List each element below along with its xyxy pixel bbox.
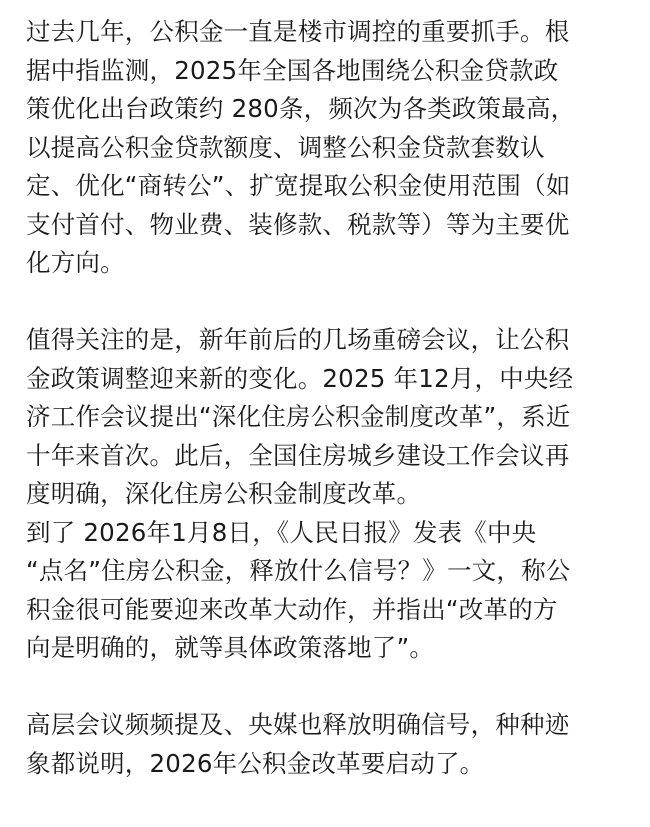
text-line: 高层会议频频提及、央媒也释放明确信号，种种迹 xyxy=(26,710,570,739)
text-line: 定、优化“商转公”、扩宽提取公积金使用范围（如 xyxy=(26,171,571,200)
text-line: 支付首付、物业费、装修款、税款等）等为主要优 xyxy=(26,209,570,239)
text-line: 过去几年，公积金一直是楼市调控的重要抓手。根 xyxy=(26,17,570,46)
paragraph-gap xyxy=(26,668,626,707)
paragraph-conclusion xyxy=(26,706,626,783)
text-line: 济工作会议提出“深化住房公积金制度改革”，系近 xyxy=(26,402,571,431)
text-line: 十年来首次。此后，全国住房城乡建设工作会议再 xyxy=(26,440,570,470)
text-line: 值得关注的是，新年前后的几场重磅会议，让公积 xyxy=(26,325,570,354)
text-line: 金政策调整迎来新的变化。2025 年12月，中央经 xyxy=(26,363,574,393)
paragraph-gap xyxy=(26,283,626,322)
text-line: 到了 2026年1月8日，《人民日报》发表《中央 xyxy=(26,517,537,547)
paragraph-housing-fund-policy xyxy=(26,13,626,283)
text-line: 度明确，深化住房公积金制度改革。 xyxy=(26,479,422,508)
text-line: 积金很可能要迎来改革大动作，并指出“改革的方 xyxy=(26,594,558,624)
text-line: 象都说明，2026年公积金改革要启动了。 xyxy=(26,748,485,778)
text-line: 据中指监测，2025年全国各地围绕公积金贷款政 xyxy=(26,55,559,85)
text-line: “点名”住房公积金，释放什么信号？》一文，称公 xyxy=(26,556,571,585)
text-line: 向是明确的，就等具体政策落地了”。 xyxy=(26,633,435,662)
text-line: 以提高公积金贷款额度、调整公积金贷款套数认 xyxy=(26,132,545,162)
paragraph-reform-meetings xyxy=(26,321,626,668)
text-line: 策优化出台政策约 280条，频次为各类政策最高， xyxy=(26,94,576,123)
text-line: 化方向。 xyxy=(26,248,125,277)
